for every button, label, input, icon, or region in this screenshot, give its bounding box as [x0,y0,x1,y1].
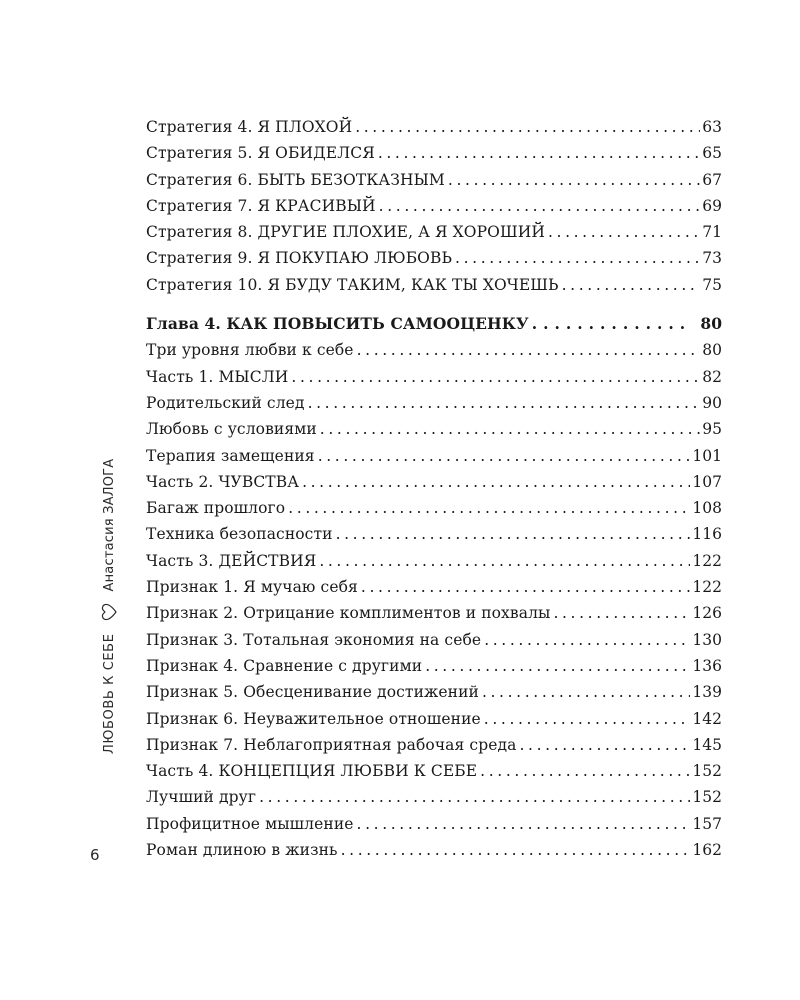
toc-entry-title: Терапия замещения [146,446,315,465]
toc-entry-title: Часть 3. ДЕЙСТВИЯ [146,551,317,570]
toc-entry-title: Признак 1. Я мучаю себя [146,578,358,597]
toc-entry-title: Родительский след [146,393,305,412]
toc-entry [146,193,722,219]
toc-dot-leader [482,679,690,705]
toc-dot-leader [319,548,690,574]
toc-entry [146,337,722,363]
toc-dot-leader [484,706,691,732]
toc-entry-title: Признак 7. Неблагоприятная рабочая среда [146,735,517,754]
author-name: Анастасия ЗАЛОГА [101,458,117,592]
toc-entry [146,167,722,193]
toc-entry-page: 95 [702,420,722,439]
page-number: 6 [90,846,100,864]
toc-entry-title: Признак 3. Тотальная экономия на себе [146,630,482,649]
toc-entry [146,548,722,574]
toc-entry-title: Стратегия 8. ДРУГИЕ ПЛОХИЕ, А Я ХОРОШИЙ [146,223,545,242]
toc-entry [146,784,722,810]
toc-entry [146,732,722,758]
toc-dot-leader [361,574,690,600]
toc-entry-title: Часть 4. КОНЦЕПЦИЯ ЛЮБВИ К СЕБЕ [146,762,478,781]
toc-entry-page: 67 [702,170,722,189]
running-header [100,459,118,754]
toc-dot-leader [532,311,691,337]
toc-entry-page: 122 [692,551,722,570]
toc-entry-page: 157 [692,814,722,833]
toc-entry-title: Стратегия 6. БЫТЬ БЕЗОТКАЗНЫМ [146,170,445,189]
toc-entry [146,679,722,705]
toc-entry-page: 71 [702,223,722,242]
toc-entry-page: 145 [692,735,722,754]
toc-entry-title: Признак 4. Сравнение с другими [146,656,423,675]
table-of-contents [146,114,722,863]
toc-entry-page: 65 [702,144,722,163]
toc-entry-title: Лучший друг [146,788,257,807]
toc-entry-page: 69 [702,196,722,215]
toc-entry-page: 139 [692,683,722,702]
toc-dot-leader [308,390,701,416]
toc-entry-page: 116 [692,525,722,544]
toc-entry-page: 162 [692,841,722,860]
toc-entry-title: Часть 2. ЧУВСТВА [146,472,300,491]
toc-entry-page: 126 [692,604,722,623]
toc-dot-leader [336,521,691,547]
toc-entry-title: Техника безопасности [146,525,333,544]
toc-dot-leader [378,140,700,166]
toc-dot-leader [288,495,690,521]
toc-dot-leader [448,167,700,193]
toc-dot-leader [548,219,700,245]
toc-entry-page: 63 [702,118,722,136]
toc-entry-page: 130 [692,630,722,649]
toc-entry [146,364,722,390]
toc-entry-page: 142 [692,709,722,728]
toc-dot-leader [455,245,700,271]
toc-entry [146,219,722,245]
toc-entry-title: Стратегия 5. Я ОБИДЕЛСЯ [146,144,375,163]
toc-entry [146,443,722,469]
heart-outline-icon [100,603,118,621]
toc-entry-title: Признак 5. Обесценивание достижений [146,683,479,702]
toc-chapter-entry [146,311,722,337]
toc-entry-title: Любовь с условиями [146,420,317,439]
toc-entry-title: Стратегия 7. Я КРАСИВЫЙ [146,196,376,215]
toc-entry-page: 90 [702,393,722,412]
toc-entry-page: 136 [692,656,722,675]
toc-entry-page: 75 [702,275,722,294]
toc-entry-title: Признак 2. Отрицание комплиментов и похвалы [146,604,551,623]
toc-entry [146,245,722,271]
toc-dot-leader [357,337,701,363]
toc-entry-page: 122 [692,578,722,597]
toc-entry [146,495,722,521]
toc-dot-leader [519,732,690,758]
toc-entry-page: 108 [692,499,722,518]
toc-dot-leader [480,758,690,784]
toc-entry [146,521,722,547]
toc-dot-leader [484,627,690,653]
toc-entry-title: Признак 6. Неуважительное отношение [146,709,481,728]
toc-entry [146,114,722,140]
toc-entry [146,811,722,837]
toc-entry-title: Профицитное мышление [146,814,354,833]
toc-dot-leader [318,443,691,469]
toc-entry-page: 80 [702,341,722,360]
toc-dot-leader [341,837,691,863]
toc-entry-page: 152 [692,762,722,781]
book-title: ЛЮБОВЬ К СЕБЕ [101,633,117,754]
toc-entry [146,574,722,600]
toc-entry [146,390,722,416]
toc-entry [146,416,722,442]
toc-dot-leader [291,364,700,390]
toc-entry [146,627,722,653]
toc-entry [146,706,722,732]
toc-entry-page: 82 [702,367,722,386]
toc-dot-leader [379,193,701,219]
toc-entry [146,469,722,495]
toc-entry-title: Роман длиною в жизнь [146,841,338,860]
toc-entry-page: 80 [700,314,722,334]
toc-dot-leader [355,114,700,140]
toc-dot-leader [259,784,690,810]
toc-entry-page: 101 [692,446,722,465]
toc-dot-leader [357,811,691,837]
toc-entry-title: Багаж прошлого [146,499,286,518]
toc-dot-leader [562,272,701,298]
toc-entry-page: 107 [692,472,722,491]
toc-entry-page: 73 [702,249,722,268]
toc-entry [146,140,722,166]
toc-entry-title: Три уровня любви к себе [146,341,354,360]
toc-entry [146,837,722,863]
toc-entry [146,600,722,626]
toc-entry-title: Часть 1. МЫСЛИ [146,367,289,386]
toc-dot-leader [320,416,700,442]
toc-entry-title: Глава 4. КАК ПОВЫСИТЬ САМООЦЕНКУ [146,314,529,334]
toc-entry-title: Стратегия 10. Я БУДУ ТАКИМ, КАК ТЫ ХОЧЕШЬ [146,275,559,294]
toc-entry-title: Стратегия 4. Я ПЛОХОЙ [146,118,353,136]
toc-entry [146,653,722,679]
toc-entry [146,758,722,784]
toc-entry-title: Стратегия 9. Я ПОКУПАЮ ЛЮБОВЬ [146,249,453,268]
toc-entry [146,272,722,298]
toc-dot-leader [553,600,690,626]
toc-entry-page: 152 [692,788,722,807]
toc-dot-leader [302,469,690,495]
toc-dot-leader [425,653,690,679]
